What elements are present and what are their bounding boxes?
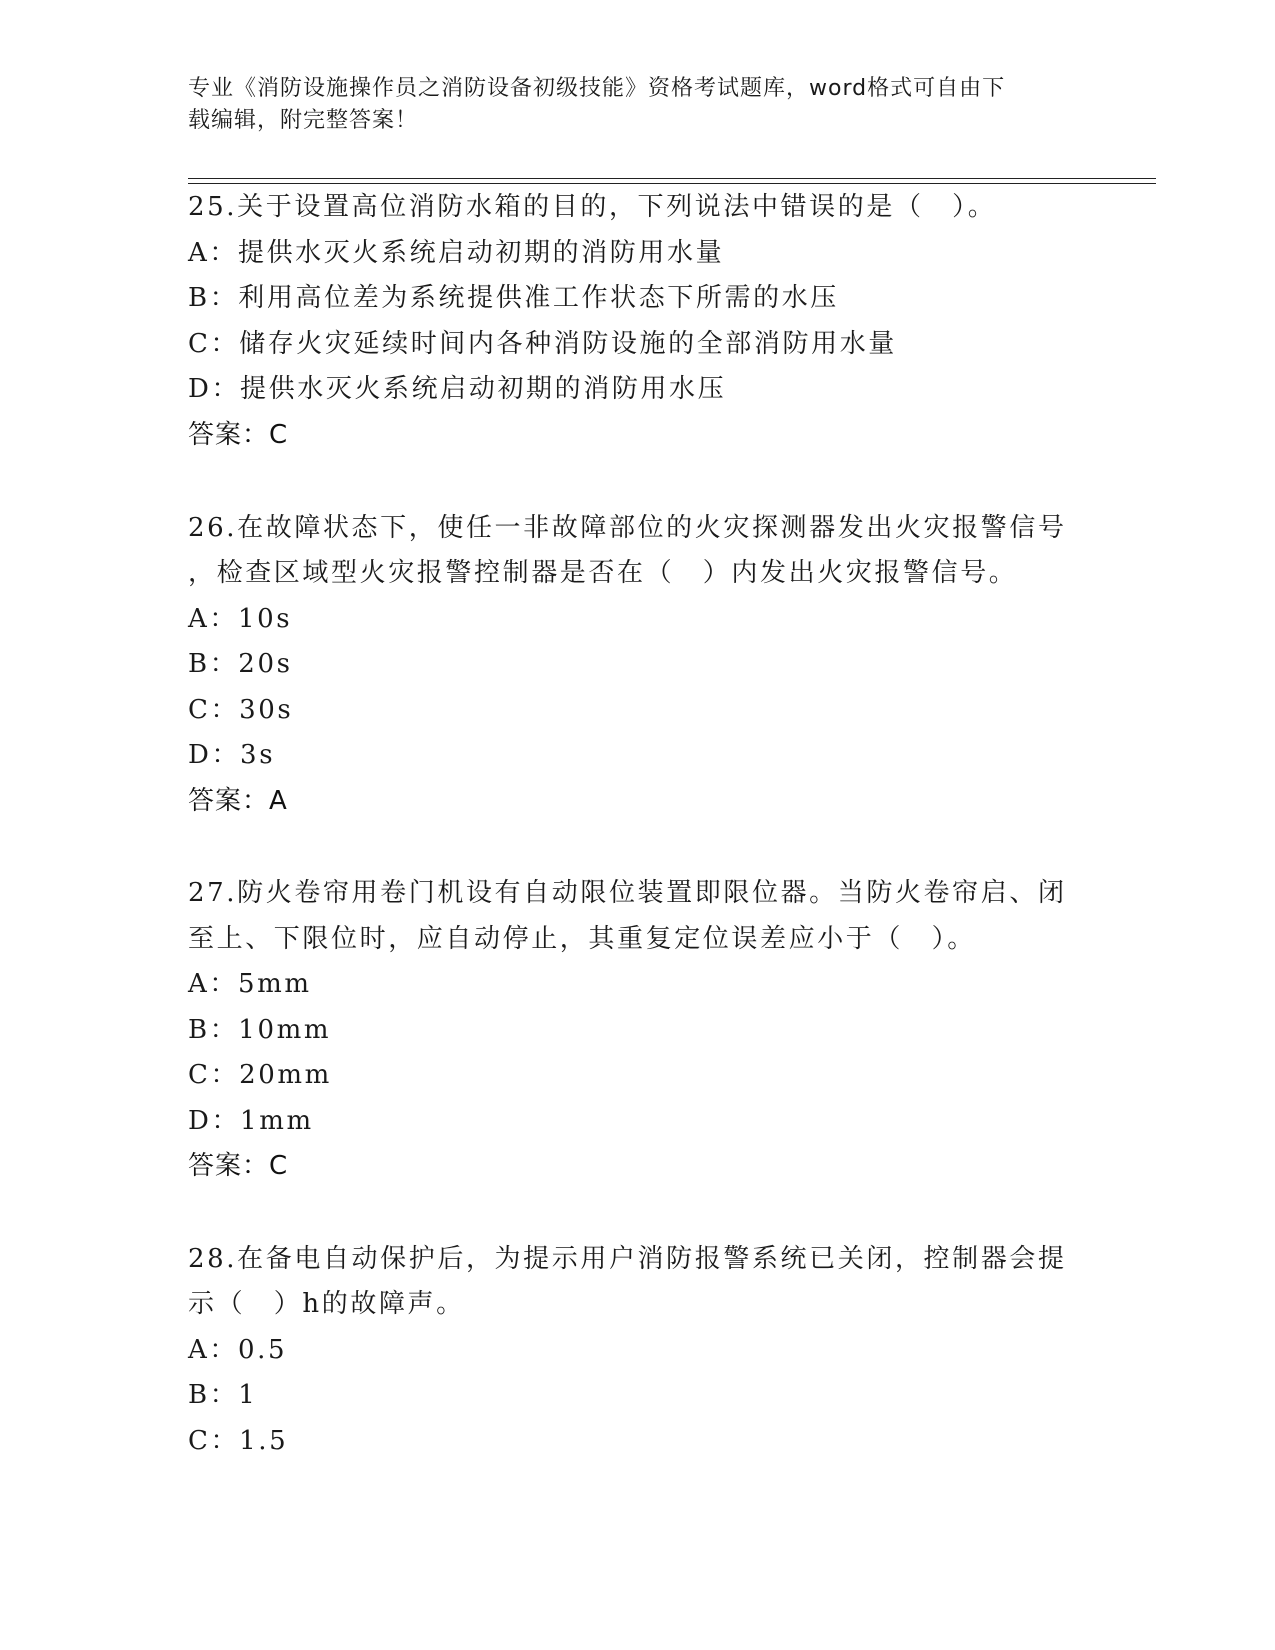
header-divider-top [188, 178, 1156, 179]
question-25-option-b: B：利用高位差为系统提供准工作状态下所需的水压 [188, 283, 839, 313]
question-26-stem-line-2: ，检查区域型火灾报警控制器是否在（ ）内发出火灾报警信号。 [188, 558, 1018, 588]
question-25-stem-line-1: 25.关于设置高位消防水箱的目的，下列说法中错误的是（ ）。 [188, 192, 997, 222]
question-25-option-a: A：提供水灭火系统启动初期的消防用水量 [188, 238, 725, 268]
question-26-option-c: C：30s [188, 695, 294, 725]
question-25-answer: 答案：C [188, 420, 289, 450]
question-28-option-c: C：1.5 [188, 1426, 289, 1456]
question-28-option-a: A：0.5 [188, 1335, 288, 1365]
document-header [188, 73, 1068, 137]
question-27-option-b: B：10mm [188, 1015, 332, 1045]
question-26-stem-line-1: 26.在故障状态下，使任一非故障部位的火灾探测器发出火灾报警信号 [188, 513, 1067, 543]
question-27-stem-line-2: 至上、下限位时，应自动停止，其重复定位误差应小于（ ）。 [188, 924, 976, 954]
header-divider-bottom [188, 183, 1156, 184]
question-28-stem-line-2: 示（ ）h的故障声。 [188, 1289, 465, 1319]
question-25-option-c: C：储存火灾延续时间内各种消防设施的全部消防用水量 [188, 329, 897, 359]
header-line-1: 专业《消防设施操作员之消防设备初级技能》资格考试题库，word格式可自由下 [188, 76, 1006, 101]
question-28-stem-line-1: 28.在备电自动保护后，为提示用户消防报警系统已关闭，控制器会提 [188, 1244, 1067, 1274]
question-27-option-a: A：5mm [188, 969, 312, 999]
question-25-option-d: D：提供水灭火系统启动初期的消防用水压 [188, 374, 727, 404]
question-27-stem-line-1: 27.防火卷帘用卷门机设有自动限位装置即限位器。当防火卷帘启、闭 [188, 878, 1067, 908]
question-27-option-d: D：1mm [188, 1106, 314, 1136]
question-26-answer: 答案：A [188, 786, 288, 816]
question-26-option-d: D：3s [188, 740, 276, 770]
question-26-option-a: A：10s [188, 604, 293, 634]
question-27-option-c: C：20mm [188, 1060, 332, 1090]
question-26-option-b: B：20s [188, 649, 293, 679]
question-28-option-b: B：1 [188, 1380, 258, 1410]
question-27-answer: 答案：C [188, 1151, 289, 1181]
header-line-2: 载编辑，附完整答案！ [188, 108, 419, 133]
